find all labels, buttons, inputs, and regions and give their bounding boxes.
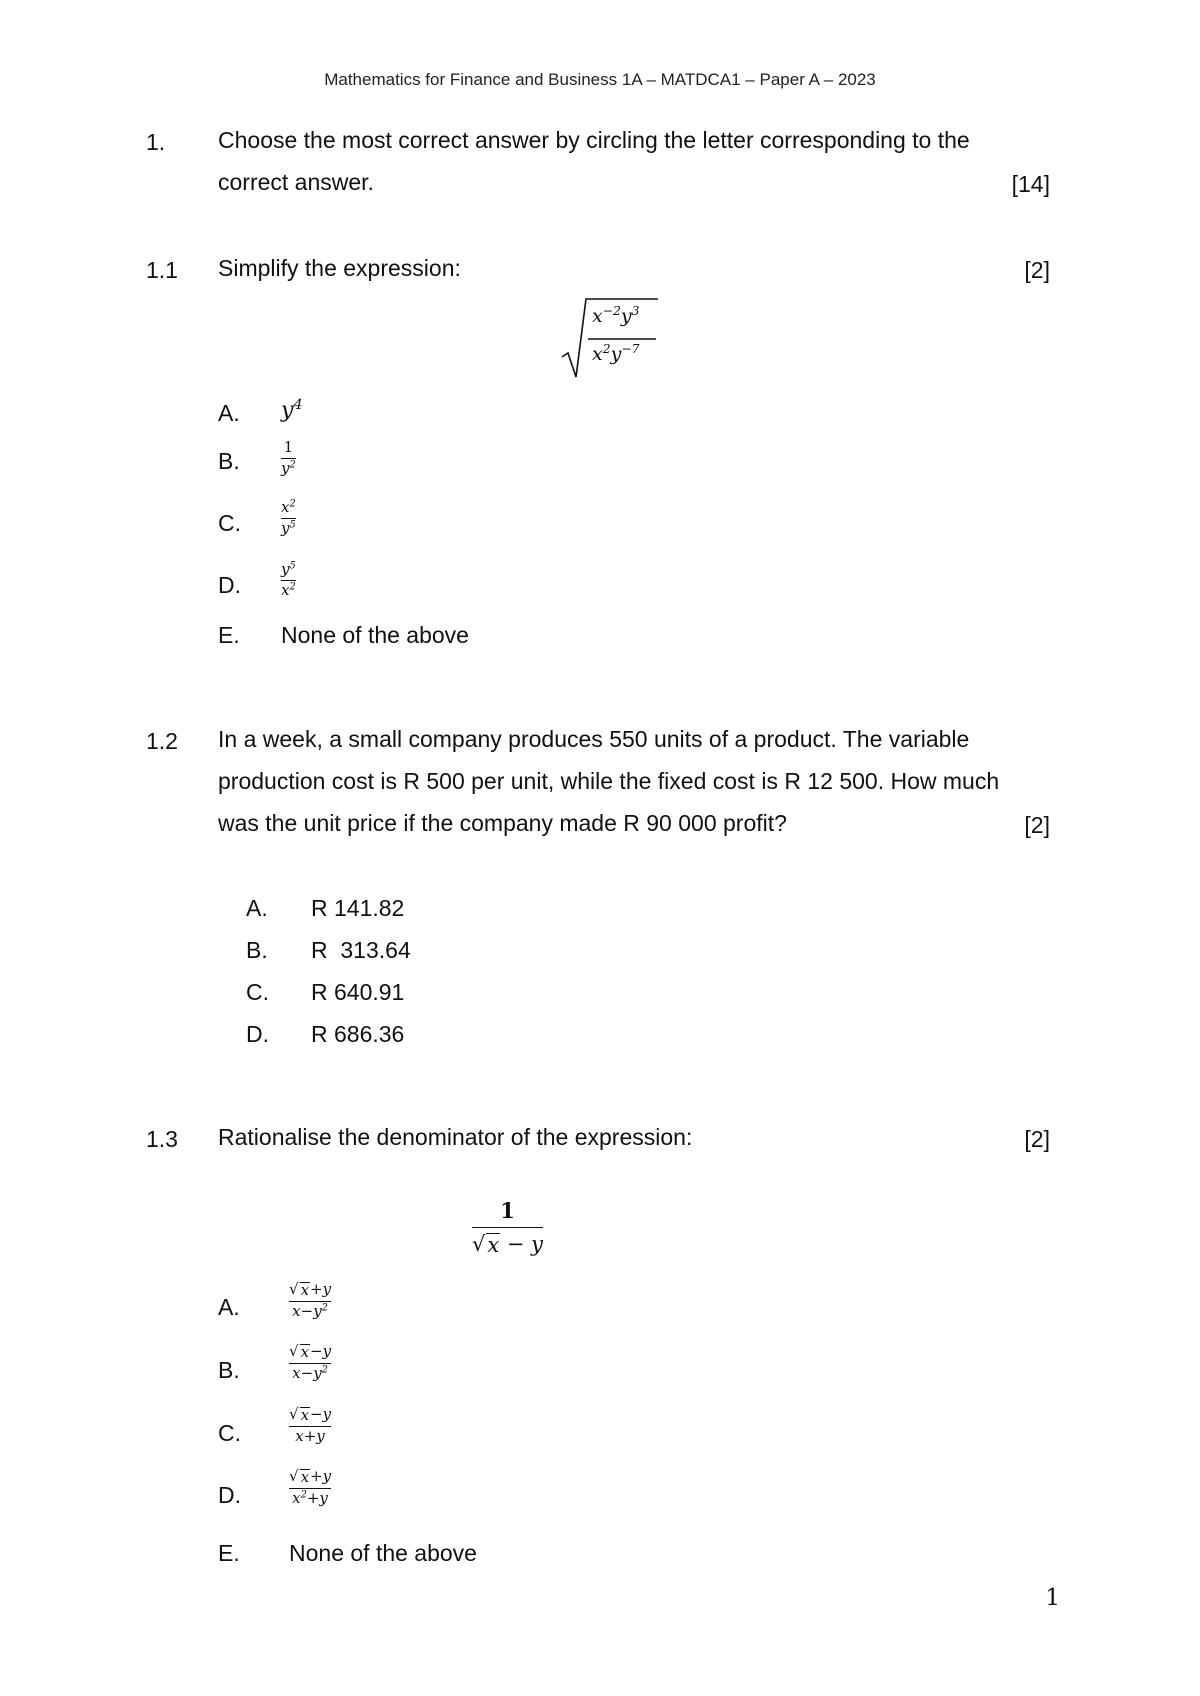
option-letter[interactable]: A.: [218, 1294, 240, 1320]
option-letter[interactable]: D.: [218, 572, 241, 598]
option-answer: $y^4$: [281, 397, 303, 423]
question-text-line: In a week, a small company produces 550 units of a product. The variable: [218, 726, 970, 752]
page-header: Mathematics for Finance and Business 1A – MATDCA1 – Paper A – 2023: [324, 70, 876, 89]
rationalise-expression: 1 √ x − y: [472, 1198, 544, 1258]
option-text: None of the above: [289, 1540, 477, 1566]
option-text: None of the above: [281, 622, 469, 648]
option-letter[interactable]: B.: [218, 1357, 240, 1383]
question-text-line: was the unit price if the company made R 90 000 profit?: [218, 810, 787, 836]
question-number: 1.: [146, 129, 166, 155]
option-letter[interactable]: E.: [218, 1540, 240, 1566]
option-letter[interactable]: D.: [218, 1482, 241, 1508]
option-letter[interactable]: B.: [246, 937, 268, 963]
option-text: R 640.91: [311, 979, 405, 1005]
root-numerator: $x^{-2}y^3$: [592, 304, 640, 327]
question-marks: [2]: [1024, 1126, 1050, 1152]
option-text: R 313.64: [311, 937, 411, 963]
question-text-line: Choose the most correct answer by circling the letter corresponding to the: [218, 127, 970, 153]
question-marks: [2]: [1024, 257, 1050, 283]
option-letter[interactable]: C.: [246, 979, 269, 1005]
root-expression: [560, 295, 660, 385]
option-fraction: √ x −y $x-y^2$: [289, 1342, 332, 1382]
question-text: Rationalise the denominator of the expression:: [218, 1124, 693, 1150]
question-marks: [2]: [1024, 812, 1050, 838]
question-text-line: correct answer.: [218, 169, 374, 195]
option-letter[interactable]: A.: [218, 400, 240, 426]
option-fraction: √ x +y $x-y^2$: [289, 1280, 332, 1320]
question-text-line: production cost is R 500 per unit, while the fixed cost is R 12 500. How much: [218, 768, 1000, 794]
question-marks: [14]: [1011, 171, 1050, 197]
option-fraction: 1 $y^2$: [281, 438, 296, 477]
option-letter[interactable]: B.: [218, 448, 240, 474]
question-text: Simplify the expression:: [218, 255, 461, 281]
option-text: R 686.36: [311, 1021, 405, 1047]
option-letter[interactable]: C.: [218, 510, 241, 536]
option-letter[interactable]: D.: [246, 1021, 269, 1047]
option-letter[interactable]: A.: [246, 895, 268, 921]
question-number: 1.1: [146, 257, 178, 283]
option-letter[interactable]: C.: [218, 1420, 241, 1446]
option-fraction: √ x +y $x^2+y$: [289, 1467, 332, 1507]
option-letter[interactable]: E.: [218, 622, 240, 648]
option-fraction: √ x −y x+y: [289, 1405, 332, 1445]
option-text: R 141.82: [311, 895, 405, 921]
question-number: 1.2: [146, 728, 178, 754]
option-fraction: $x^2$ $y^5$: [281, 498, 296, 537]
option-fraction: $y^5$ $x^2$: [281, 560, 296, 599]
question-number: 1.3: [146, 1126, 178, 1152]
page-number: 1: [1045, 1585, 1060, 1611]
root-denominator: $x^2y^{-7}$: [592, 342, 640, 365]
